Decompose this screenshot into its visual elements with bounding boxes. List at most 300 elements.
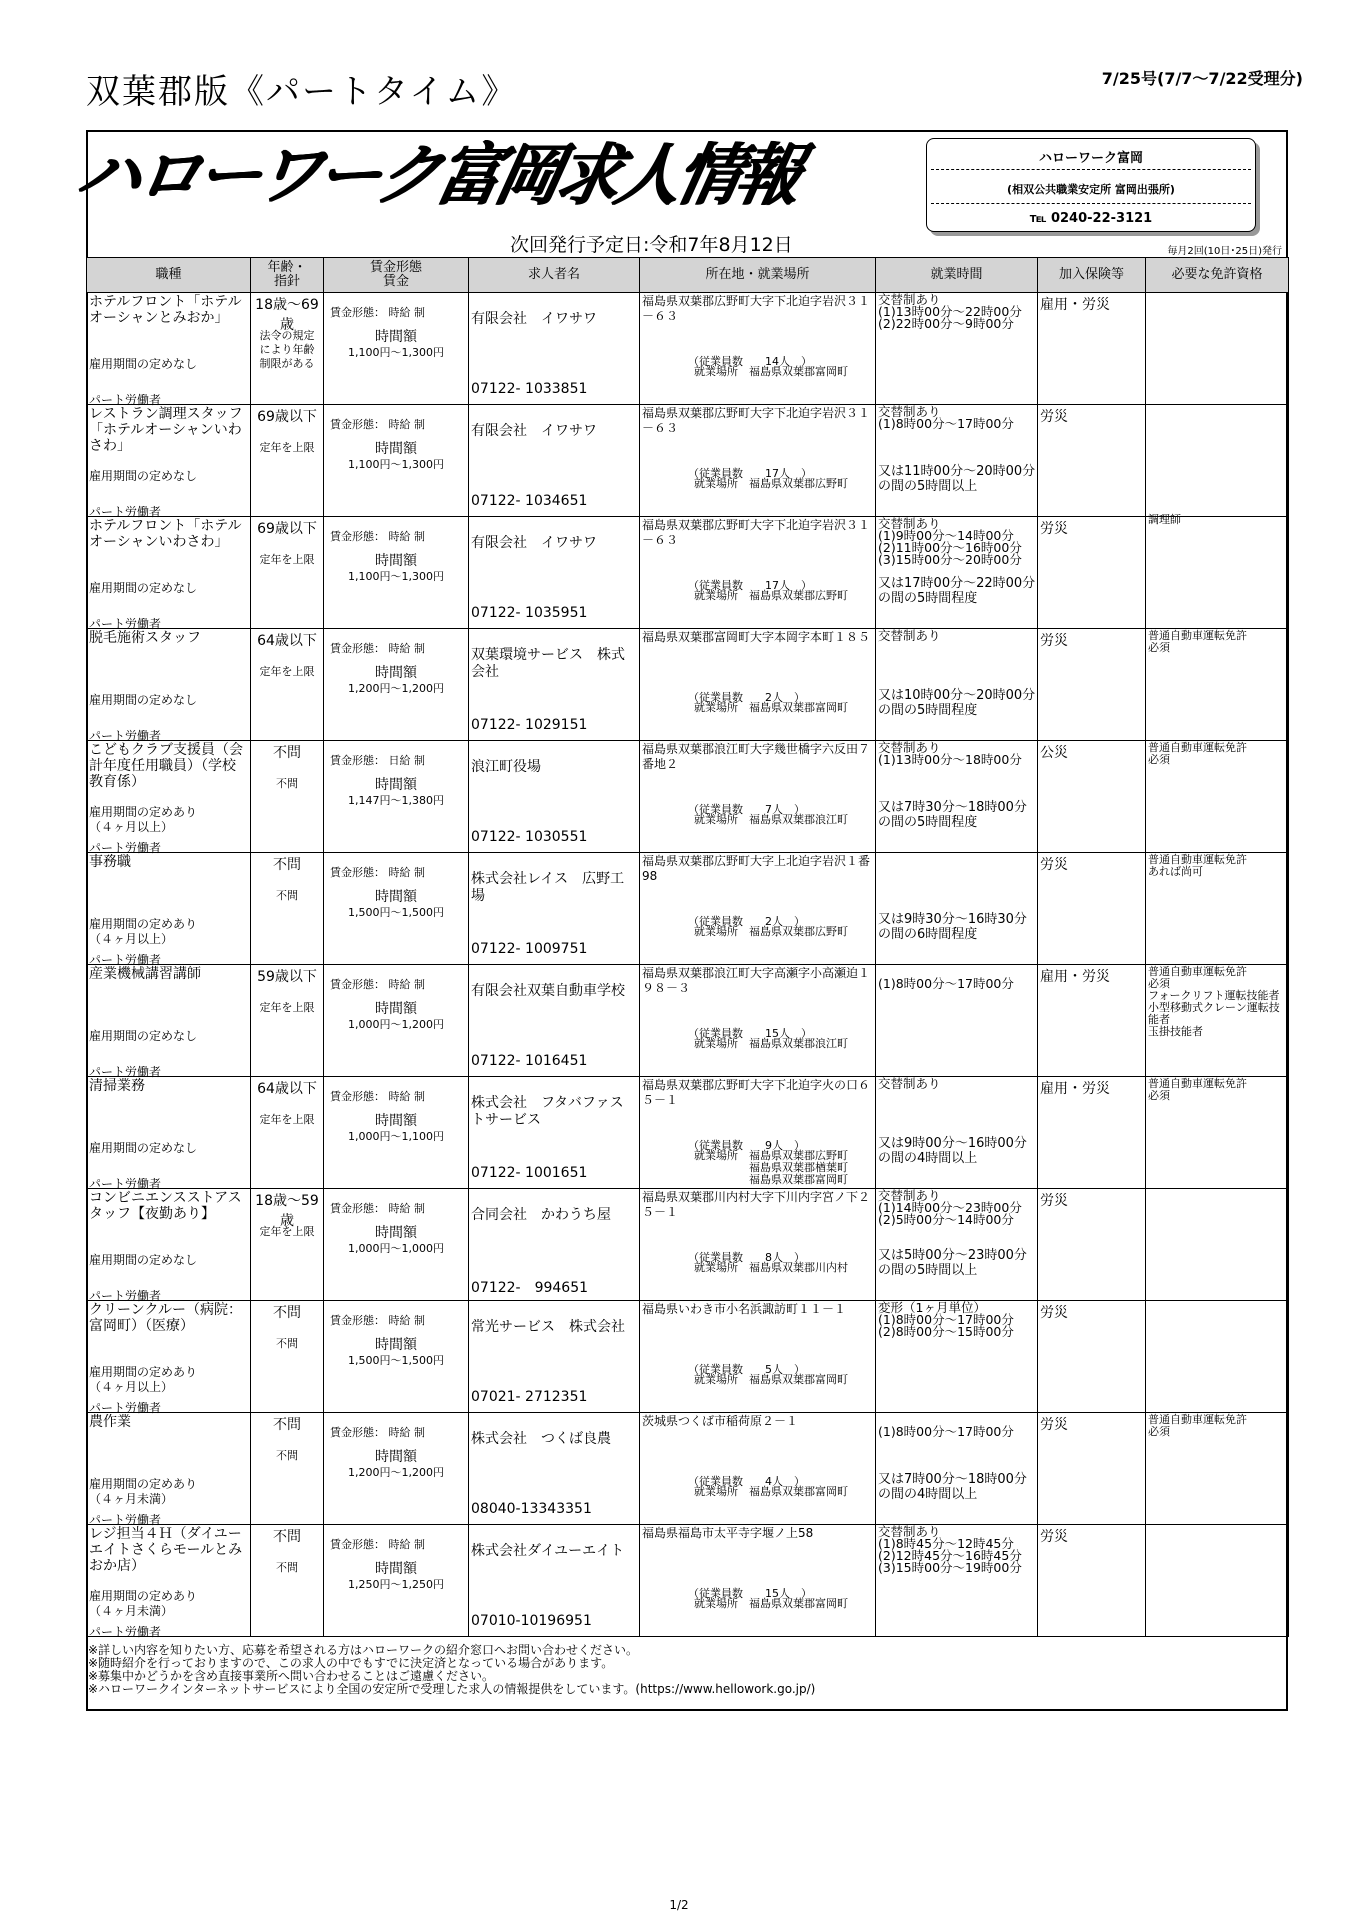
cell-company	[469, 1301, 640, 1413]
cell-hours	[876, 1525, 1038, 1637]
insurance: 雇用・労災	[1040, 297, 1110, 313]
cell-age	[251, 1525, 324, 1637]
age-note: 定年を上限	[259, 553, 315, 566]
job-id: 07122- 1029151	[471, 717, 588, 733]
company-name: 浪江町役場	[471, 759, 541, 775]
cell-location	[640, 1077, 876, 1189]
company-name: 株式会社ダイユーエイト	[471, 1543, 625, 1559]
employee-count: （従業員数 8人 ）	[688, 1251, 805, 1264]
cell-company	[469, 853, 640, 965]
office-sub: (相双公共職業安定所 富岡出張所)	[1007, 183, 1175, 196]
table-row	[87, 1525, 1289, 1637]
cell-location	[640, 629, 876, 741]
column-header: 賃金形態 賃金	[324, 258, 469, 293]
employment-type: パート労働者	[89, 617, 162, 631]
employment-term: 雇用期間の定めなし	[89, 1029, 198, 1043]
insurance: 労災	[1040, 857, 1068, 873]
cell-age	[251, 1077, 324, 1189]
cell-hours	[876, 741, 1038, 853]
work-site: 就業場所 福島県双葉郡広野町	[694, 589, 848, 602]
employment-term: 雇用期間の定めなし	[89, 693, 198, 707]
age-note: 不問	[276, 777, 298, 790]
table-row	[87, 517, 1289, 629]
cell-location	[640, 853, 876, 965]
wage-amount: 1,147円～1,380円	[348, 794, 444, 807]
cell-hours	[876, 293, 1038, 405]
cell-location	[640, 405, 876, 517]
wage-type: 賃金形態： 日給 制	[330, 754, 425, 767]
job-title: レジ担当４Ｈ（ダイユーエイトさくらモールとみおか店）	[89, 1526, 243, 1574]
wage-label: 時間額	[375, 329, 417, 345]
cell-age	[251, 405, 324, 517]
employment-term: 雇用期間の定めなし	[89, 469, 198, 483]
note-line: ※募集中かどうかを含め直接事業所へ問い合わせることはご遠慮ください。	[88, 1669, 495, 1683]
hours-note: 又は9時00分～16時00分の間の4時間以上	[878, 1136, 1027, 1166]
job-title: クリーンクルー（病院：富岡町）（医療）	[89, 1302, 243, 1334]
employee-count: （従業員数 17人 ）	[688, 467, 812, 480]
job-id: 07122- 1033851	[471, 381, 588, 397]
cell-wage	[324, 1077, 469, 1189]
cell-company	[469, 1189, 640, 1301]
age-limit: 不問	[273, 857, 301, 873]
age-note: 不問	[276, 1449, 298, 1462]
company-name: 有限会社双葉自動車学校	[471, 983, 625, 999]
address: 福島県双葉郡広野町大字上北迫字岩沢１番98	[642, 854, 871, 883]
license: 調理師	[1148, 513, 1181, 526]
shift-hours: 交替制あり (1)8時00分～17時00分	[878, 404, 1014, 431]
insurance: 雇用・労災	[1040, 969, 1110, 985]
age-limit: 64歳以下	[257, 1081, 317, 1097]
job-id: 07122- 1001651	[471, 1165, 588, 1181]
cell-insurance	[1038, 1413, 1146, 1525]
age-limit: 18歳～59歳	[255, 1193, 319, 1229]
license: 普通自動車運転免許 必須	[1148, 741, 1247, 766]
cell-job	[87, 629, 251, 741]
cell-company	[469, 1077, 640, 1189]
employment-type: パート労働者	[89, 1625, 162, 1639]
cell-license	[1146, 405, 1289, 526]
cell-job	[87, 853, 251, 965]
license: 普通自動車運転免許 必須	[1148, 1413, 1247, 1438]
edition-title: 双葉郡版《パートタイム》	[86, 72, 518, 112]
shift-hours: 交替制あり (1)9時00分～14時00分 (2)11時00分～16時00分 (3)15時00分～20時00分	[878, 516, 1022, 567]
license: 普通自動車運転免許 必須 フォークリフト運転技能者 小型移動式クレーン運転技能者 玉掛技能者	[1148, 965, 1280, 1038]
cell-location	[640, 965, 876, 1077]
wage-label: 時間額	[375, 441, 417, 457]
work-site: 就業場所 福島県双葉郡富岡町	[694, 1485, 848, 1498]
cell-age	[251, 1189, 324, 1301]
wage-label: 時間額	[375, 1337, 417, 1353]
work-site: 就業場所 福島県双葉郡広野町	[694, 477, 848, 490]
note-line: ※ハローワークインターネットサービスにより全国の安定所で受理した求人の情報提供をしています。(https://www.hellowork.go.jp/)	[88, 1682, 816, 1696]
cell-license	[1146, 853, 1289, 965]
job-id: 08040-13343351	[471, 1501, 592, 1517]
cell-wage	[324, 629, 469, 741]
age-note: 法令の規定 により年齢 制限がある	[259, 329, 315, 370]
wage-type: 賃金形態： 時給 制	[330, 866, 425, 879]
employment-term: 雇用期間の定めあり （４ヶ月未満）	[89, 1477, 198, 1506]
age-note: 定年を上限	[259, 1225, 315, 1238]
divider	[931, 169, 1251, 170]
cell-location	[640, 741, 876, 853]
cell-insurance	[1038, 965, 1146, 1077]
work-site: 就業場所 福島県双葉郡広野町 福島県双葉郡楢葉町 福島県双葉郡富岡町	[694, 1149, 848, 1186]
shift-hours: 交替制あり (1)13時00分～18時00分	[878, 740, 1022, 767]
cell-insurance	[1038, 1077, 1146, 1189]
address: 福島県双葉郡浪江町大字高瀬字小高瀬迫１９８－３	[642, 966, 871, 995]
insurance: 雇用・労災	[1040, 1081, 1110, 1097]
wage-label: 時間額	[375, 1225, 417, 1241]
cell-license	[1146, 1301, 1289, 1413]
table-header-row	[87, 258, 1289, 293]
age-note: 不問	[276, 889, 298, 902]
column-header: 就業時間	[876, 258, 1038, 293]
employment-term: 雇用期間の定めなし	[89, 1253, 198, 1267]
wage-label: 時間額	[375, 1561, 417, 1577]
work-site: 就業場所 福島県双葉郡富岡町	[694, 1373, 848, 1386]
employee-count: （従業員数 17人 ）	[688, 579, 812, 592]
table-row	[87, 965, 1289, 1077]
age-note: 不問	[276, 1561, 298, 1574]
cell-job	[87, 965, 251, 1077]
wage-amount: 1,100円～1,300円	[348, 458, 444, 471]
employee-count: （従業員数 15人 ）	[688, 1587, 812, 1600]
wage-label: 時間額	[375, 889, 417, 905]
employment-term: 雇用期間の定めあり （４ヶ月以上）	[89, 805, 198, 834]
job-title: ホテルフロント「ホテルオーシャンとみおか」	[89, 294, 242, 326]
age-note: 定年を上限	[259, 665, 315, 678]
cell-location	[640, 1413, 876, 1525]
employee-count: （従業員数 7人 ）	[688, 803, 805, 816]
cell-job	[87, 1525, 251, 1637]
job-id: 07122- 1035951	[471, 605, 588, 621]
page-number: 1/2	[669, 1898, 689, 1912]
address: 福島県双葉郡富岡町大字本岡字本町１８５	[642, 630, 871, 644]
employee-count: （従業員数 5人 ）	[688, 1363, 805, 1376]
cell-company	[469, 741, 640, 853]
hours-note: 又は9時30分～16時30分の間の6時間程度	[878, 912, 1027, 942]
company-name: 株式会社 フタバファストサービス	[471, 1095, 624, 1128]
wage-amount: 1,200円～1,200円	[348, 1466, 444, 1479]
shift-hours: 交替制あり (1)14時00分～23時00分 (2)5時00分～14時00分	[878, 1188, 1022, 1227]
table-row	[87, 405, 1289, 517]
wage-type: 賃金形態： 時給 制	[330, 530, 425, 543]
office-tel: ℡ 0240-22-3121	[1029, 211, 1153, 226]
hours-note: 又は7時00分～18時00分の間の4時間以上	[878, 1472, 1027, 1502]
cell-age	[251, 741, 324, 853]
cell-insurance	[1038, 1525, 1146, 1637]
table-row	[87, 853, 1289, 965]
age-limit: 59歳以下	[257, 969, 317, 985]
job-id: 07021- 2712351	[471, 1389, 588, 1405]
cell-license	[1146, 965, 1289, 1077]
cell-company	[469, 405, 640, 517]
cell-insurance	[1038, 741, 1146, 853]
cell-license	[1146, 1189, 1289, 1301]
company-name: 有限会社 イワサワ	[471, 535, 597, 551]
employment-type: パート労働者	[89, 1065, 162, 1079]
cell-location	[640, 1189, 876, 1301]
job-id: 07122- 1016451	[471, 1053, 588, 1069]
cell-age	[251, 293, 324, 405]
employment-type: パート労働者	[89, 393, 162, 407]
wage-type: 賃金形態： 時給 制	[330, 1090, 425, 1103]
employment-type: パート労働者	[89, 953, 162, 967]
age-limit: 69歳以下	[257, 409, 317, 425]
shift-hours: 交替制あり	[878, 1076, 941, 1091]
wage-amount: 1,500円～1,500円	[348, 1354, 444, 1367]
employee-count: （従業員数 9人 ）	[688, 1139, 805, 1152]
wage-label: 時間額	[375, 1001, 417, 1017]
wage-label: 時間額	[375, 1113, 417, 1129]
hours-note: 又は17時00分～22時00分の間の5時間程度	[878, 576, 1036, 606]
wage-type: 賃金形態： 時給 制	[330, 1538, 425, 1551]
table-row	[87, 1413, 1289, 1525]
cell-insurance	[1038, 853, 1146, 965]
cell-hours	[876, 965, 1038, 1077]
cell-insurance	[1038, 293, 1146, 405]
cell-license	[1146, 1077, 1289, 1189]
license: 普通自動車運転免許 必須	[1148, 1077, 1247, 1102]
cell-age	[251, 853, 324, 965]
age-note: 定年を上限	[259, 1113, 315, 1126]
table-row	[87, 1189, 1289, 1301]
wage-amount: 1,000円～1,100円	[348, 1130, 444, 1143]
issue-number: 7/25号(7/7～7/22受理分)	[1101, 69, 1303, 88]
age-note: 定年を上限	[259, 1001, 315, 1014]
shift-hours: 変形（1ヶ月単位） (1)8時00分～17時00分 (2)8時00分～15時00分	[878, 1300, 1014, 1339]
cell-location	[640, 517, 876, 629]
job-id: 07122- 1030551	[471, 829, 588, 845]
wage-amount: 1,200円～1,200円	[348, 682, 444, 695]
address: 福島県いわき市小名浜諏訪町１１－１	[642, 1302, 847, 1316]
column-header: 加入保険等	[1038, 258, 1146, 293]
work-site: 就業場所 福島県双葉郡富岡町	[694, 1597, 848, 1610]
company-name: 株式会社 つくば良農	[471, 1431, 611, 1447]
insurance: 労災	[1040, 521, 1068, 537]
shift-hours: 交替制あり (1)8時45分～12時45分 (2)12時45分～16時45分 (3)15時00分～19時00分	[878, 1524, 1022, 1575]
cell-wage	[324, 1525, 469, 1637]
cell-age	[251, 1413, 324, 1525]
cell-license	[1146, 629, 1289, 741]
wage-type: 賃金形態： 時給 制	[330, 642, 425, 655]
cell-company	[469, 293, 640, 405]
column-header: 年齢・ 指針	[251, 258, 324, 293]
job-table	[86, 257, 1289, 1637]
cell-location	[640, 1525, 876, 1637]
cell-hours	[876, 1189, 1038, 1301]
wage-amount: 1,250円～1,250円	[348, 1578, 444, 1591]
insurance: 公災	[1040, 745, 1068, 761]
cell-hours	[876, 517, 1038, 629]
company-name: 常光サービス 株式会社	[471, 1319, 625, 1335]
table-row	[87, 293, 1289, 405]
wage-amount: 1,100円～1,300円	[348, 570, 444, 583]
cell-company	[469, 629, 640, 741]
address: 福島県双葉郡広野町大字下北迫字岩沢３１－６３	[642, 518, 871, 547]
column-header: 所在地・就業場所	[640, 258, 876, 293]
cell-hours	[876, 1413, 1038, 1525]
job-id: 07010-10196951	[471, 1613, 592, 1629]
job-title: 脱毛施術スタッフ	[89, 630, 201, 646]
cell-company	[469, 1413, 640, 1525]
cell-hours	[876, 1077, 1038, 1189]
shift-hours: (1)8時00分～17時00分	[878, 976, 1014, 991]
insurance: 労災	[1040, 633, 1068, 649]
employee-count: （従業員数 14人 ）	[688, 355, 812, 368]
employee-count: （従業員数 15人 ）	[688, 1027, 812, 1040]
age-limit: 64歳以下	[257, 633, 317, 649]
work-site: 就業場所 福島県双葉郡浪江町	[694, 1037, 848, 1050]
address: 福島県双葉郡広野町大字下北迫字岩沢３１－６３	[642, 406, 871, 435]
cell-age	[251, 629, 324, 741]
cell-job	[87, 517, 251, 629]
company-name: 有限会社 イワサワ	[471, 423, 597, 439]
wage-type: 賃金形態： 時給 制	[330, 1314, 425, 1327]
work-site: 就業場所 福島県双葉郡浪江町	[694, 813, 848, 826]
address: 福島県福島市太平寺字堰ノ上58	[642, 1526, 814, 1540]
insurance: 労災	[1040, 1193, 1068, 1209]
cell-wage	[324, 405, 469, 517]
job-id: 07122- 994651	[471, 1280, 589, 1296]
cell-job	[87, 293, 251, 405]
cell-license	[1146, 741, 1289, 853]
employment-type: パート労働者	[89, 505, 162, 519]
cell-license	[1146, 1525, 1289, 1637]
insurance: 労災	[1040, 1417, 1068, 1433]
license: 普通自動車運転免許 あれば尚可	[1148, 853, 1247, 878]
cell-job	[87, 1413, 251, 1525]
insurance: 労災	[1040, 1305, 1068, 1321]
cell-wage	[324, 741, 469, 853]
wage-type: 賃金形態： 時給 制	[330, 978, 425, 991]
notes	[88, 1644, 1286, 1696]
cell-insurance	[1038, 1301, 1146, 1413]
cell-company	[469, 965, 640, 1077]
company-name: 合同会社 かわうち屋	[471, 1207, 611, 1223]
cell-wage	[324, 1413, 469, 1525]
cell-license	[1146, 517, 1289, 629]
employment-term: 雇用期間の定めあり （４ヶ月未満）	[89, 1589, 198, 1618]
age-note: 不問	[276, 1337, 298, 1350]
table-row	[87, 1301, 1289, 1413]
job-title: 事務職	[89, 854, 131, 870]
office-name: ハローワーク富岡	[1038, 151, 1143, 166]
employment-type: パート労働者	[89, 729, 162, 743]
company-name: 有限会社 イワサワ	[471, 311, 597, 327]
wage-type: 賃金形態： 時給 制	[330, 1202, 425, 1215]
job-title: 清掃業務	[89, 1078, 145, 1094]
employee-count: （従業員数 2人 ）	[688, 691, 805, 704]
cell-hours	[876, 1301, 1038, 1413]
cell-wage	[324, 1189, 469, 1301]
hours-note: 又は5時00分～23時00分の間の5時間以上	[878, 1248, 1027, 1278]
cell-job	[87, 741, 251, 853]
employment-type: パート労働者	[89, 841, 162, 855]
cell-age	[251, 517, 324, 629]
employee-count: （従業員数 4人 ）	[688, 1475, 805, 1488]
hours-note: 又は10時00分～20時00分の間の5時間程度	[878, 688, 1036, 718]
job-title: 農作業	[89, 1414, 131, 1430]
job-id: 07122- 1009751	[471, 941, 588, 957]
cell-location	[640, 293, 876, 405]
wage-label: 時間額	[375, 777, 417, 793]
divider	[931, 203, 1251, 204]
age-limit: 不問	[273, 745, 301, 761]
cell-job	[87, 1189, 251, 1301]
cell-hours	[876, 853, 1038, 965]
cell-wage	[324, 965, 469, 1077]
cell-insurance	[1038, 629, 1146, 741]
cell-age	[251, 965, 324, 1077]
office-box	[926, 138, 1256, 232]
job-title: こどもクラブ支援員（会計年度任用職員）（学校教育係）	[89, 742, 243, 790]
cell-hours	[876, 405, 1038, 517]
cell-insurance	[1038, 405, 1146, 517]
table-row	[87, 1077, 1289, 1189]
shift-hours: 交替制あり	[878, 628, 941, 643]
shift-hours: (1)8時00分～17時00分	[878, 1424, 1014, 1439]
job-title: 産業機械講習講師	[89, 966, 201, 982]
note-line: ※随時紹介を行っておりますので、この求人の中でもすでに決定済となっている場合があります。	[88, 1656, 614, 1670]
employment-type: パート労働者	[89, 1289, 162, 1303]
work-site: 就業場所 福島県双葉郡富岡町	[694, 365, 848, 378]
employment-term: 雇用期間の定めなし	[89, 581, 198, 595]
employee-count: （従業員数 2人 ）	[688, 915, 805, 928]
address: 福島県双葉郡浪江町大字幾世橋字六反田７番地２	[642, 742, 871, 771]
work-site: 就業場所 福島県双葉郡富岡町	[694, 701, 848, 714]
cell-company	[469, 1525, 640, 1637]
column-header: 求人者名	[469, 258, 640, 293]
cell-job	[87, 1077, 251, 1189]
wage-label: 時間額	[375, 665, 417, 681]
job-title: ホテルフロント「ホテルオーシャンいわさわ」	[89, 518, 242, 550]
cell-wage	[324, 853, 469, 965]
job-id: 07122- 1034651	[471, 493, 588, 509]
age-limit: 18歳～69歳	[255, 297, 319, 333]
logo-title: ハローワーク富岡求人情報	[68, 137, 805, 216]
cell-age	[251, 1301, 324, 1413]
license: 普通自動車運転免許 必須	[1148, 629, 1247, 654]
column-header: 必要な免許資格	[1146, 258, 1289, 293]
column-header: 職種	[87, 258, 251, 293]
employment-type: パート労働者	[89, 1177, 162, 1191]
wage-label: 時間額	[375, 553, 417, 569]
company-name: 双葉環境サービス 株式会社	[471, 647, 625, 680]
hours-note: 又は7時30分～18時00分の間の5時間程度	[878, 800, 1027, 830]
shift-hours: 交替制あり (1)13時00分～22時00分 (2)22時00分～9時00分	[878, 292, 1022, 331]
address: 福島県双葉郡広野町大字下北迫字岩沢３１－６３	[642, 294, 871, 323]
table-row	[87, 741, 1289, 853]
cell-wage	[324, 517, 469, 629]
employment-term: 雇用期間の定めなし	[89, 357, 198, 371]
cell-company	[469, 517, 640, 629]
cell-job	[87, 1301, 251, 1413]
work-site: 就業場所 福島県双葉郡広野町	[694, 925, 848, 938]
wage-type: 賃金形態： 時給 制	[330, 418, 425, 431]
insurance: 労災	[1040, 409, 1068, 425]
cell-license	[1146, 293, 1289, 405]
cell-wage	[324, 293, 469, 405]
table-row	[87, 629, 1289, 741]
wage-amount: 1,000円～1,200円	[348, 1018, 444, 1031]
wage-amount: 1,500円～1,500円	[348, 906, 444, 919]
wage-type: 賃金形態： 時給 制	[330, 306, 425, 319]
cell-insurance	[1038, 1189, 1146, 1301]
next-issue-date: 次回発行予定日:令和7年8月12日	[510, 234, 793, 256]
cell-wage	[324, 1301, 469, 1413]
employment-term: 雇用期間の定めなし	[89, 1141, 198, 1155]
